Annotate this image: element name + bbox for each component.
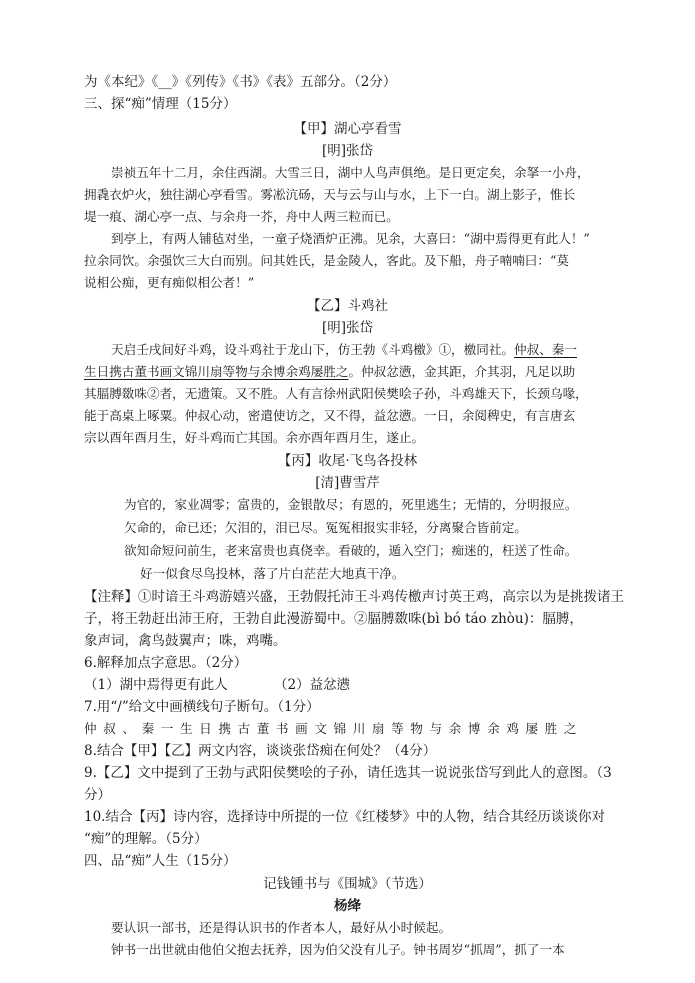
text-jia-title: 【甲】湖心亭看雪 [293,121,402,137]
article-line-1: 要认识一部书，还是得认识书的作者本人，最好从小时候起。 [111,920,452,935]
question-7: 7.用“/”给文中画横线句子断句。（1分） [84,699,320,715]
section-4-heading: 四、品“痴”人生（15分） [84,853,237,869]
bing-line-3: 欲知命短问前生，老来富贵也真侥幸。看破的，遁入空门；痴迷的，枉送了性命。 [124,543,578,558]
text-yi-author: [明]张岱 [321,320,374,336]
question-6-item-2: （2）益忿懑 [274,677,351,693]
yi-line-4: 能于高桌上啄粟。仲叔心动，密遣使访之，又不得，益忿懑。一日，余阅稗史，有言唐玄 [84,408,576,423]
bing-line-1: 为官的，家业凋零；富贵的，金银散尽；有恩的，死里逃生；无情的，分明报应。 [124,497,578,512]
question-7-sentence: 仲叔、秦一生日携古董书画文锦川扇等物与余博余鸡屡胜之 [84,721,584,736]
notes-line-1: 【注释】①时谙王斗鸡游嬉兴盛，王勃假托沛王斗鸡传檄声讨英王鸡，高宗以为是挑拨诸王 [84,589,624,605]
notes-line-3: 象声词，禽鸟鼓翼声；咮，鸡嘴。 [84,633,287,649]
line-intro-tail: 为《本纪》《__》《列传》《书》《表》五部分。（2分） [84,74,397,90]
article-line-2: 钟书一出世就由他伯父抱去抚养，因为伯父没有儿子。钟书周岁“抓周”，抓了一本 [111,942,565,957]
text-jia-author: [明]张岱 [321,143,374,159]
yi-underlined-1: 仲叔、秦一 [514,342,577,357]
jia-line-3: 堤一痕、湖心亭一点、与余舟一芥，舟中人两三粒而已。 [84,209,399,224]
jia-line-6: 说相公痴，更有痴似相公者！” [84,275,255,290]
article-author: 杨绛 [334,898,361,914]
yi-line-2-text: 。仲叔忿懑，金其距，介其羽，凡足以助 [348,364,576,379]
yi-line-5: 宗以酉年酉月生，好斗鸡而亡其国。余亦酉年酉月生，遂止。 [84,430,425,445]
question-9-line-1: 9.【乙】文中提到了王勃与武阳侯樊哙的子孙，请任选其一说说张岱写到此人的意图。（3 [84,765,612,781]
question-6: 6.解释加点字意思。（2分） [84,655,248,671]
text-bing-title: 【丙】收尾·飞鸟各投林 [277,453,418,469]
yi-line-2 [84,362,575,382]
yi-line-3: 其腷膊敪咮②者，无遗策。又不胜。人有言徐州武阳侯樊哙子孙，斗鸡雄天下，长颈乌喙， [84,386,588,401]
jia-line-1: 崇祯五年十二月，余住西湖。大雪三日，湖中人鸟声俱绝。是日更定矣，余拏一小舟， [111,165,590,180]
question-8: 8.结合【甲】【乙】两文内容，谈谈张岱痴在何处？（4分） [84,743,437,759]
section-3-heading: 三、探“痴”情理（15分） [84,96,237,112]
jia-line-4: 到亭上，有两人铺毡对坐，一童子烧酒炉正沸。见余，大喜曰：“湖中焉得更有此人！” [111,231,590,246]
bing-line-4: 好一似食尽鸟投林，落了片白茫茫大地真干净。 [140,566,405,581]
article-title: 记钱锺书与《围城》（节选） [263,876,432,892]
text-bing-author: [清]曹雪芹 [315,475,380,491]
bing-line-2: 欠命的，命已还；欠泪的，泪已尽。冤冤相报实非轻，分离聚合皆前定。 [124,520,527,535]
jia-line-5: 拉余同饮。余强饮三大白而别。问其姓氏，是金陵人，客此。及下船，舟子喃喃曰：“莫 [84,253,570,268]
yi-line-1 [111,340,577,360]
question-9-line-2: 分） [84,787,111,803]
question-10-line-1: 10.结合【丙】诗内容，选择诗中所提的一位《红楼梦》中的人物，结合其经历谈谈你对 [84,809,605,825]
yi-underlined-2: 生日携古董书画文锦川扇等物与余博余鸡屡胜之 [84,364,349,379]
yi-line-1-text: 天启壬戌间好斗鸡，设斗鸡社于龙山下，仿王勃《斗鸡檄》①，檄同社。 [111,342,514,357]
jia-line-2: 拥毳衣炉火，独往湖心亭看雪。雾凇沆砀，天与云与山与水，上下一白。湖上影子，惟长 [84,187,576,202]
text-yi-title: 【乙】斗鸡社 [307,298,388,314]
notes-line-2: 子，将王勃赶出沛王府，王勃自此漫游蜀中。②腷膊敪咮(bì bó táo zhòu)：腷膊， [84,611,583,627]
question-6-item-1: （1）湖中焉得更有此人 [84,677,228,693]
question-10-line-2: “痴”的理解。（5分） [84,831,208,847]
